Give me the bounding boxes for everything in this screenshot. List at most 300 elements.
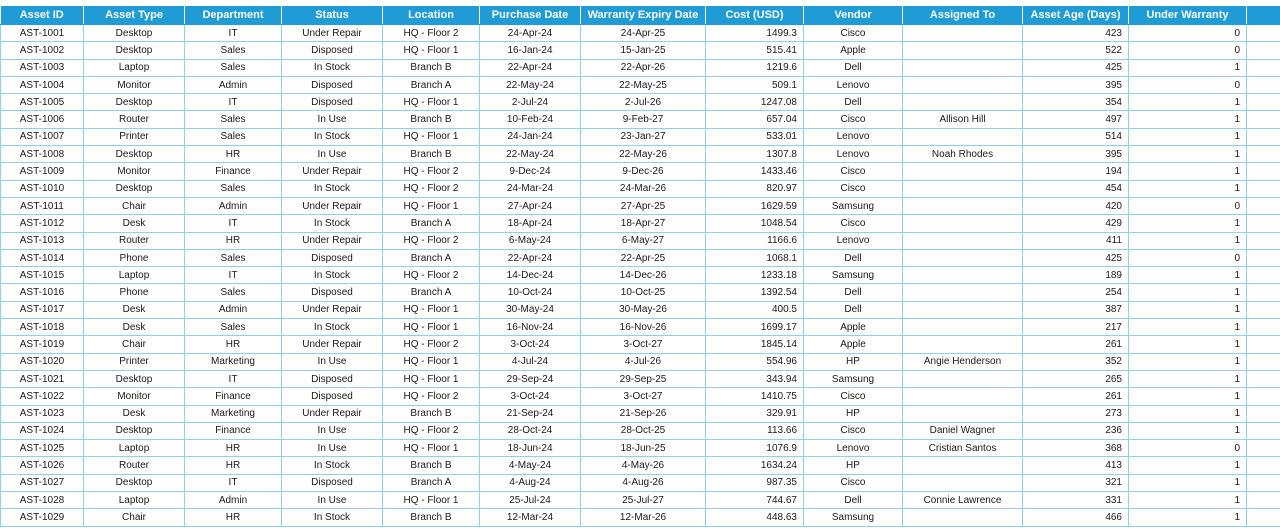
table-row[interactable] (1, 111, 1280, 128)
cell-assigned-to[interactable]: Connie Lawrence (903, 492, 1023, 509)
cell-asset-type[interactable]: Laptop (84, 492, 185, 509)
cell-status[interactable]: In Use (282, 492, 383, 509)
cell-vendor[interactable]: Dell (804, 94, 903, 111)
cell-department[interactable]: Admin (185, 301, 282, 318)
cell-empty[interactable] (1247, 111, 1280, 128)
cell-asset-age[interactable]: 273 (1023, 405, 1129, 422)
cell-status[interactable]: In Stock (282, 319, 383, 336)
cell-under-warranty[interactable]: 1 (1129, 232, 1247, 249)
cell-cost[interactable]: 657.04 (706, 111, 804, 128)
cell-department[interactable]: Admin (185, 76, 282, 93)
cell-assigned-to[interactable] (903, 284, 1023, 301)
cell-status[interactable]: Disposed (282, 94, 383, 111)
cell-empty[interactable] (1247, 146, 1280, 163)
table-row[interactable] (1, 370, 1280, 387)
cell-vendor[interactable]: Dell (804, 284, 903, 301)
cell-department[interactable]: Sales (185, 111, 282, 128)
cell-status[interactable]: In Use (282, 422, 383, 439)
cell-location[interactable]: HQ - Floor 1 (383, 370, 480, 387)
table-row[interactable] (1, 59, 1280, 76)
cell-purchase-date[interactable]: 30-May-24 (480, 301, 581, 318)
cell-asset-age[interactable]: 497 (1023, 111, 1129, 128)
cell-under-warranty[interactable]: 1 (1129, 457, 1247, 474)
cell-asset-id[interactable]: AST-1021 (1, 370, 84, 387)
cell-department[interactable]: Sales (185, 249, 282, 266)
cell-asset-id[interactable]: AST-1017 (1, 301, 84, 318)
cell-asset-type[interactable]: Desktop (84, 180, 185, 197)
cell-department[interactable]: Marketing (185, 405, 282, 422)
cell-warranty-expiry-date[interactable]: 16-Nov-26 (581, 319, 706, 336)
header-assigned-to[interactable]: Assigned To (903, 6, 1023, 25)
table-row[interactable] (1, 474, 1280, 491)
cell-status[interactable]: In Stock (282, 215, 383, 232)
cell-asset-age[interactable]: 395 (1023, 76, 1129, 93)
cell-asset-type[interactable]: Laptop (84, 440, 185, 457)
header-location[interactable]: Location (383, 6, 480, 25)
cell-cost[interactable]: 1629.59 (706, 197, 804, 214)
cell-department[interactable]: Marketing (185, 353, 282, 370)
cell-empty[interactable] (1247, 370, 1280, 387)
cell-assigned-to[interactable]: Allison Hill (903, 111, 1023, 128)
table-row[interactable] (1, 284, 1280, 301)
cell-empty[interactable] (1247, 94, 1280, 111)
cell-under-warranty[interactable]: 0 (1129, 76, 1247, 93)
cell-assigned-to[interactable] (903, 94, 1023, 111)
cell-warranty-expiry-date[interactable]: 3-Oct-27 (581, 336, 706, 353)
cell-vendor[interactable]: Apple (804, 319, 903, 336)
cell-asset-type[interactable]: Chair (84, 336, 185, 353)
cell-asset-age[interactable]: 352 (1023, 353, 1129, 370)
cell-location[interactable]: Branch A (383, 215, 480, 232)
cell-vendor[interactable]: Lenovo (804, 76, 903, 93)
cell-purchase-date[interactable]: 4-Jul-24 (480, 353, 581, 370)
table-row[interactable] (1, 267, 1280, 284)
cell-asset-type[interactable]: Desktop (84, 146, 185, 163)
cell-purchase-date[interactable]: 2-Jul-24 (480, 94, 581, 111)
cell-asset-id[interactable]: AST-1018 (1, 319, 84, 336)
cell-under-warranty[interactable]: 1 (1129, 111, 1247, 128)
cell-vendor[interactable]: Dell (804, 301, 903, 318)
cell-purchase-date[interactable]: 3-Oct-24 (480, 388, 581, 405)
cell-department[interactable]: Admin (185, 492, 282, 509)
cell-purchase-date[interactable]: 25-Jul-24 (480, 492, 581, 509)
cell-department[interactable]: HR (185, 336, 282, 353)
cell-location[interactable]: HQ - Floor 2 (383, 267, 480, 284)
table-row[interactable] (1, 94, 1280, 111)
cell-warranty-expiry-date[interactable]: 22-May-25 (581, 76, 706, 93)
cell-asset-age[interactable]: 425 (1023, 249, 1129, 266)
cell-asset-age[interactable]: 194 (1023, 163, 1129, 180)
cell-asset-id[interactable]: AST-1025 (1, 440, 84, 457)
spreadsheet-area[interactable] (0, 6, 1280, 530)
header-asset-age[interactable]: Asset Age (Days) (1023, 6, 1129, 25)
cell-empty[interactable] (1247, 59, 1280, 76)
cell-asset-type[interactable]: Desk (84, 215, 185, 232)
header-department[interactable]: Department (185, 6, 282, 25)
cell-warranty-expiry-date[interactable]: 3-Oct-27 (581, 388, 706, 405)
table-row[interactable] (1, 42, 1280, 59)
table-row[interactable] (1, 405, 1280, 422)
cell-cost[interactable]: 509.1 (706, 76, 804, 93)
cell-under-warranty[interactable]: 1 (1129, 146, 1247, 163)
table-row[interactable] (1, 249, 1280, 266)
cell-cost[interactable]: 1048.54 (706, 215, 804, 232)
cell-warranty-expiry-date[interactable]: 2-Jul-26 (581, 94, 706, 111)
cell-assigned-to[interactable] (903, 128, 1023, 145)
cell-status[interactable]: Under Repair (282, 301, 383, 318)
cell-cost[interactable]: 1499.3 (706, 25, 804, 42)
cell-under-warranty[interactable]: 0 (1129, 440, 1247, 457)
cell-asset-id[interactable]: AST-1009 (1, 163, 84, 180)
table-row[interactable] (1, 146, 1280, 163)
cell-warranty-expiry-date[interactable]: 24-Apr-25 (581, 25, 706, 42)
cell-asset-age[interactable]: 429 (1023, 215, 1129, 232)
cell-empty[interactable] (1247, 492, 1280, 509)
cell-cost[interactable]: 1076.9 (706, 440, 804, 457)
cell-location[interactable]: HQ - Floor 1 (383, 94, 480, 111)
cell-location[interactable]: Branch B (383, 59, 480, 76)
cell-location[interactable]: Branch A (383, 249, 480, 266)
cell-warranty-expiry-date[interactable]: 6-May-27 (581, 232, 706, 249)
table-row[interactable] (1, 353, 1280, 370)
cell-asset-id[interactable]: AST-1006 (1, 111, 84, 128)
cell-cost[interactable]: 1845.14 (706, 336, 804, 353)
cell-empty[interactable] (1247, 180, 1280, 197)
cell-asset-type[interactable]: Monitor (84, 388, 185, 405)
cell-asset-age[interactable]: 265 (1023, 370, 1129, 387)
cell-assigned-to[interactable] (903, 319, 1023, 336)
cell-purchase-date[interactable]: 6-May-24 (480, 232, 581, 249)
cell-vendor[interactable]: Cisco (804, 163, 903, 180)
table-row[interactable] (1, 163, 1280, 180)
cell-asset-id[interactable]: AST-1027 (1, 474, 84, 491)
cell-under-warranty[interactable]: 0 (1129, 197, 1247, 214)
cell-assigned-to[interactable]: Daniel Wagner (903, 422, 1023, 439)
cell-asset-type[interactable]: Desk (84, 319, 185, 336)
cell-purchase-date[interactable]: 28-Oct-24 (480, 422, 581, 439)
cell-purchase-date[interactable]: 24-Apr-24 (480, 25, 581, 42)
cell-department[interactable]: Sales (185, 180, 282, 197)
cell-asset-age[interactable]: 368 (1023, 440, 1129, 457)
cell-asset-type[interactable]: Desktop (84, 370, 185, 387)
cell-under-warranty[interactable]: 1 (1129, 180, 1247, 197)
cell-asset-age[interactable]: 354 (1023, 94, 1129, 111)
cell-purchase-date[interactable]: 24-Mar-24 (480, 180, 581, 197)
cell-under-warranty[interactable]: 1 (1129, 301, 1247, 318)
cell-purchase-date[interactable]: 10-Oct-24 (480, 284, 581, 301)
cell-cost[interactable]: 1247.08 (706, 94, 804, 111)
cell-department[interactable]: Sales (185, 319, 282, 336)
cell-asset-id[interactable]: AST-1005 (1, 94, 84, 111)
cell-empty[interactable] (1247, 457, 1280, 474)
cell-under-warranty[interactable]: 1 (1129, 319, 1247, 336)
cell-location[interactable]: HQ - Floor 1 (383, 42, 480, 59)
cell-vendor[interactable]: Samsung (804, 370, 903, 387)
cell-cost[interactable]: 329.91 (706, 405, 804, 422)
cell-warranty-expiry-date[interactable]: 15-Jan-25 (581, 42, 706, 59)
header-asset-type[interactable]: Asset Type (84, 6, 185, 25)
cell-asset-type[interactable]: Printer (84, 128, 185, 145)
cell-purchase-date[interactable]: 16-Jan-24 (480, 42, 581, 59)
cell-assigned-to[interactable] (903, 215, 1023, 232)
cell-empty[interactable] (1247, 319, 1280, 336)
cell-status[interactable]: In Stock (282, 457, 383, 474)
cell-empty[interactable] (1247, 474, 1280, 491)
cell-assigned-to[interactable] (903, 197, 1023, 214)
cell-vendor[interactable]: Samsung (804, 509, 903, 526)
cell-cost[interactable]: 448.63 (706, 509, 804, 526)
cell-assigned-to[interactable] (903, 388, 1023, 405)
cell-status[interactable]: Under Repair (282, 197, 383, 214)
cell-department[interactable]: HR (185, 146, 282, 163)
cell-cost[interactable]: 554.96 (706, 353, 804, 370)
table-row[interactable] (1, 388, 1280, 405)
cell-cost[interactable]: 515.41 (706, 42, 804, 59)
cell-status[interactable]: In Stock (282, 128, 383, 145)
cell-asset-type[interactable]: Chair (84, 197, 185, 214)
cell-under-warranty[interactable]: 0 (1129, 42, 1247, 59)
cell-purchase-date[interactable]: 3-Oct-24 (480, 336, 581, 353)
cell-location[interactable]: Branch B (383, 457, 480, 474)
cell-department[interactable]: IT (185, 25, 282, 42)
cell-under-warranty[interactable]: 1 (1129, 59, 1247, 76)
cell-asset-age[interactable]: 331 (1023, 492, 1129, 509)
cell-assigned-to[interactable]: Noah Rhodes (903, 146, 1023, 163)
table-row[interactable] (1, 457, 1280, 474)
cell-cost[interactable]: 1166.6 (706, 232, 804, 249)
cell-asset-id[interactable]: AST-1012 (1, 215, 84, 232)
cell-empty[interactable] (1247, 215, 1280, 232)
cell-empty[interactable] (1247, 249, 1280, 266)
cell-warranty-expiry-date[interactable]: 10-Oct-25 (581, 284, 706, 301)
cell-asset-age[interactable]: 423 (1023, 25, 1129, 42)
cell-assigned-to[interactable] (903, 370, 1023, 387)
cell-purchase-date[interactable]: 27-Apr-24 (480, 197, 581, 214)
cell-vendor[interactable]: Cisco (804, 422, 903, 439)
cell-vendor[interactable]: Dell (804, 59, 903, 76)
cell-empty[interactable] (1247, 232, 1280, 249)
cell-under-warranty[interactable]: 1 (1129, 94, 1247, 111)
cell-assigned-to[interactable] (903, 301, 1023, 318)
cell-empty[interactable] (1247, 336, 1280, 353)
cell-cost[interactable]: 1410.75 (706, 388, 804, 405)
cell-under-warranty[interactable]: 1 (1129, 474, 1247, 491)
cell-empty[interactable] (1247, 509, 1280, 526)
cell-warranty-expiry-date[interactable]: 24-Mar-26 (581, 180, 706, 197)
cell-asset-id[interactable]: AST-1010 (1, 180, 84, 197)
cell-asset-age[interactable]: 466 (1023, 509, 1129, 526)
header-vendor[interactable]: Vendor (804, 6, 903, 25)
cell-status[interactable]: Disposed (282, 388, 383, 405)
cell-warranty-expiry-date[interactable]: 9-Feb-27 (581, 111, 706, 128)
cell-asset-type[interactable]: Phone (84, 249, 185, 266)
table-row[interactable] (1, 128, 1280, 145)
cell-location[interactable]: HQ - Floor 2 (383, 25, 480, 42)
cell-status[interactable]: Under Repair (282, 25, 383, 42)
cell-location[interactable]: HQ - Floor 2 (383, 388, 480, 405)
cell-department[interactable]: IT (185, 267, 282, 284)
cell-asset-type[interactable]: Desk (84, 301, 185, 318)
cell-warranty-expiry-date[interactable]: 4-May-26 (581, 457, 706, 474)
cell-assigned-to[interactable] (903, 42, 1023, 59)
cell-asset-age[interactable]: 413 (1023, 457, 1129, 474)
cell-cost[interactable]: 987.35 (706, 474, 804, 491)
cell-assigned-to[interactable] (903, 232, 1023, 249)
cell-purchase-date[interactable]: 22-May-24 (480, 146, 581, 163)
cell-department[interactable]: Finance (185, 422, 282, 439)
cell-cost[interactable]: 1634.24 (706, 457, 804, 474)
cell-assigned-to[interactable] (903, 180, 1023, 197)
cell-department[interactable]: IT (185, 215, 282, 232)
cell-cost[interactable]: 1392.54 (706, 284, 804, 301)
cell-cost[interactable]: 343.94 (706, 370, 804, 387)
cell-vendor[interactable]: HP (804, 405, 903, 422)
cell-empty[interactable] (1247, 267, 1280, 284)
cell-asset-type[interactable]: Desktop (84, 422, 185, 439)
cell-warranty-expiry-date[interactable]: 12-Mar-26 (581, 509, 706, 526)
table-row[interactable] (1, 509, 1280, 526)
cell-location[interactable]: HQ - Floor 2 (383, 180, 480, 197)
table-row[interactable] (1, 422, 1280, 439)
cell-vendor[interactable]: Samsung (804, 267, 903, 284)
cell-location[interactable]: HQ - Floor 1 (383, 440, 480, 457)
cell-warranty-expiry-date[interactable]: 28-Oct-25 (581, 422, 706, 439)
cell-vendor[interactable]: HP (804, 353, 903, 370)
cell-location[interactable]: HQ - Floor 1 (383, 319, 480, 336)
cell-asset-id[interactable]: AST-1011 (1, 197, 84, 214)
cell-asset-id[interactable]: AST-1002 (1, 42, 84, 59)
cell-warranty-expiry-date[interactable]: 22-May-26 (581, 146, 706, 163)
cell-cost[interactable]: 533.01 (706, 128, 804, 145)
cell-location[interactable]: Branch A (383, 474, 480, 491)
cell-empty[interactable] (1247, 440, 1280, 457)
cell-purchase-date[interactable]: 14-Dec-24 (480, 267, 581, 284)
cell-assigned-to[interactable] (903, 474, 1023, 491)
cell-asset-type[interactable]: Desktop (84, 25, 185, 42)
cell-vendor[interactable]: Cisco (804, 180, 903, 197)
cell-purchase-date[interactable]: 22-May-24 (480, 76, 581, 93)
table-row[interactable] (1, 301, 1280, 318)
cell-purchase-date[interactable]: 21-Sep-24 (480, 405, 581, 422)
cell-asset-age[interactable]: 514 (1023, 128, 1129, 145)
cell-purchase-date[interactable]: 22-Apr-24 (480, 59, 581, 76)
cell-department[interactable]: HR (185, 457, 282, 474)
cell-status[interactable]: Disposed (282, 42, 383, 59)
header-warranty-expiry-date[interactable]: Warranty Expiry Date (581, 6, 706, 25)
cell-warranty-expiry-date[interactable]: 22-Apr-25 (581, 249, 706, 266)
cell-assigned-to[interactable] (903, 405, 1023, 422)
cell-cost[interactable]: 744.67 (706, 492, 804, 509)
cell-location[interactable]: HQ - Floor 1 (383, 353, 480, 370)
cell-purchase-date[interactable]: 4-May-24 (480, 457, 581, 474)
cell-department[interactable]: Sales (185, 42, 282, 59)
header-purchase-date[interactable]: Purchase Date (480, 6, 581, 25)
cell-empty[interactable] (1247, 197, 1280, 214)
table-row[interactable] (1, 197, 1280, 214)
cell-asset-id[interactable]: AST-1008 (1, 146, 84, 163)
cell-vendor[interactable]: Apple (804, 42, 903, 59)
cell-purchase-date[interactable]: 18-Apr-24 (480, 215, 581, 232)
cell-vendor[interactable]: Cisco (804, 388, 903, 405)
cell-department[interactable]: Sales (185, 59, 282, 76)
cell-empty[interactable] (1247, 388, 1280, 405)
header-status[interactable]: Status (282, 6, 383, 25)
cell-vendor[interactable]: Cisco (804, 215, 903, 232)
cell-warranty-expiry-date[interactable]: 9-Dec-26 (581, 163, 706, 180)
cell-under-warranty[interactable]: 1 (1129, 215, 1247, 232)
cell-vendor[interactable]: Cisco (804, 474, 903, 491)
cell-status[interactable]: Under Repair (282, 405, 383, 422)
cell-department[interactable]: Finance (185, 163, 282, 180)
cell-status[interactable]: Disposed (282, 474, 383, 491)
cell-status[interactable]: Under Repair (282, 336, 383, 353)
cell-asset-type[interactable]: Desktop (84, 474, 185, 491)
cell-location[interactable]: Branch B (383, 405, 480, 422)
cell-empty[interactable] (1247, 284, 1280, 301)
cell-asset-id[interactable]: AST-1019 (1, 336, 84, 353)
cell-location[interactable]: HQ - Floor 1 (383, 492, 480, 509)
cell-assigned-to[interactable]: Cristian Santos (903, 440, 1023, 457)
cell-purchase-date[interactable]: 29-Sep-24 (480, 370, 581, 387)
cell-warranty-expiry-date[interactable]: 25-Jul-27 (581, 492, 706, 509)
cell-asset-age[interactable]: 217 (1023, 319, 1129, 336)
cell-status[interactable]: In Use (282, 440, 383, 457)
cell-under-warranty[interactable]: 1 (1129, 509, 1247, 526)
cell-purchase-date[interactable]: 16-Nov-24 (480, 319, 581, 336)
cell-location[interactable]: HQ - Floor 1 (383, 197, 480, 214)
cell-vendor[interactable]: Cisco (804, 25, 903, 42)
cell-assigned-to[interactable] (903, 336, 1023, 353)
cell-status[interactable]: Under Repair (282, 232, 383, 249)
cell-vendor[interactable]: Lenovo (804, 128, 903, 145)
cell-purchase-date[interactable]: 24-Jan-24 (480, 128, 581, 145)
cell-status[interactable]: Disposed (282, 76, 383, 93)
header-asset-id[interactable]: Asset ID (1, 6, 84, 25)
cell-warranty-expiry-date[interactable]: 18-Jun-25 (581, 440, 706, 457)
cell-warranty-expiry-date[interactable]: 4-Aug-26 (581, 474, 706, 491)
cell-warranty-expiry-date[interactable]: 23-Jan-27 (581, 128, 706, 145)
cell-empty[interactable] (1247, 301, 1280, 318)
cell-warranty-expiry-date[interactable]: 4-Jul-26 (581, 353, 706, 370)
cell-cost[interactable]: 400.5 (706, 301, 804, 318)
cell-asset-id[interactable]: AST-1028 (1, 492, 84, 509)
cell-location[interactable]: Branch B (383, 509, 480, 526)
cell-asset-id[interactable]: AST-1013 (1, 232, 84, 249)
cell-empty[interactable] (1247, 25, 1280, 42)
cell-warranty-expiry-date[interactable]: 18-Apr-27 (581, 215, 706, 232)
cell-under-warranty[interactable]: 1 (1129, 370, 1247, 387)
cell-cost[interactable]: 1433.46 (706, 163, 804, 180)
header-empty[interactable] (1247, 6, 1280, 25)
cell-asset-id[interactable]: AST-1023 (1, 405, 84, 422)
cell-purchase-date[interactable]: 9-Dec-24 (480, 163, 581, 180)
cell-asset-type[interactable]: Desk (84, 405, 185, 422)
cell-status[interactable]: Under Repair (282, 163, 383, 180)
cell-under-warranty[interactable]: 1 (1129, 336, 1247, 353)
header-cost[interactable]: Cost (USD) (706, 6, 804, 25)
cell-assigned-to[interactable] (903, 509, 1023, 526)
cell-empty[interactable] (1247, 42, 1280, 59)
cell-under-warranty[interactable]: 1 (1129, 353, 1247, 370)
cell-under-warranty[interactable]: 1 (1129, 388, 1247, 405)
table-row[interactable] (1, 76, 1280, 93)
cell-asset-age[interactable]: 454 (1023, 180, 1129, 197)
table-row[interactable] (1, 215, 1280, 232)
cell-purchase-date[interactable]: 22-Apr-24 (480, 249, 581, 266)
cell-asset-id[interactable]: AST-1015 (1, 267, 84, 284)
table-row[interactable] (1, 232, 1280, 249)
cell-asset-age[interactable]: 395 (1023, 146, 1129, 163)
